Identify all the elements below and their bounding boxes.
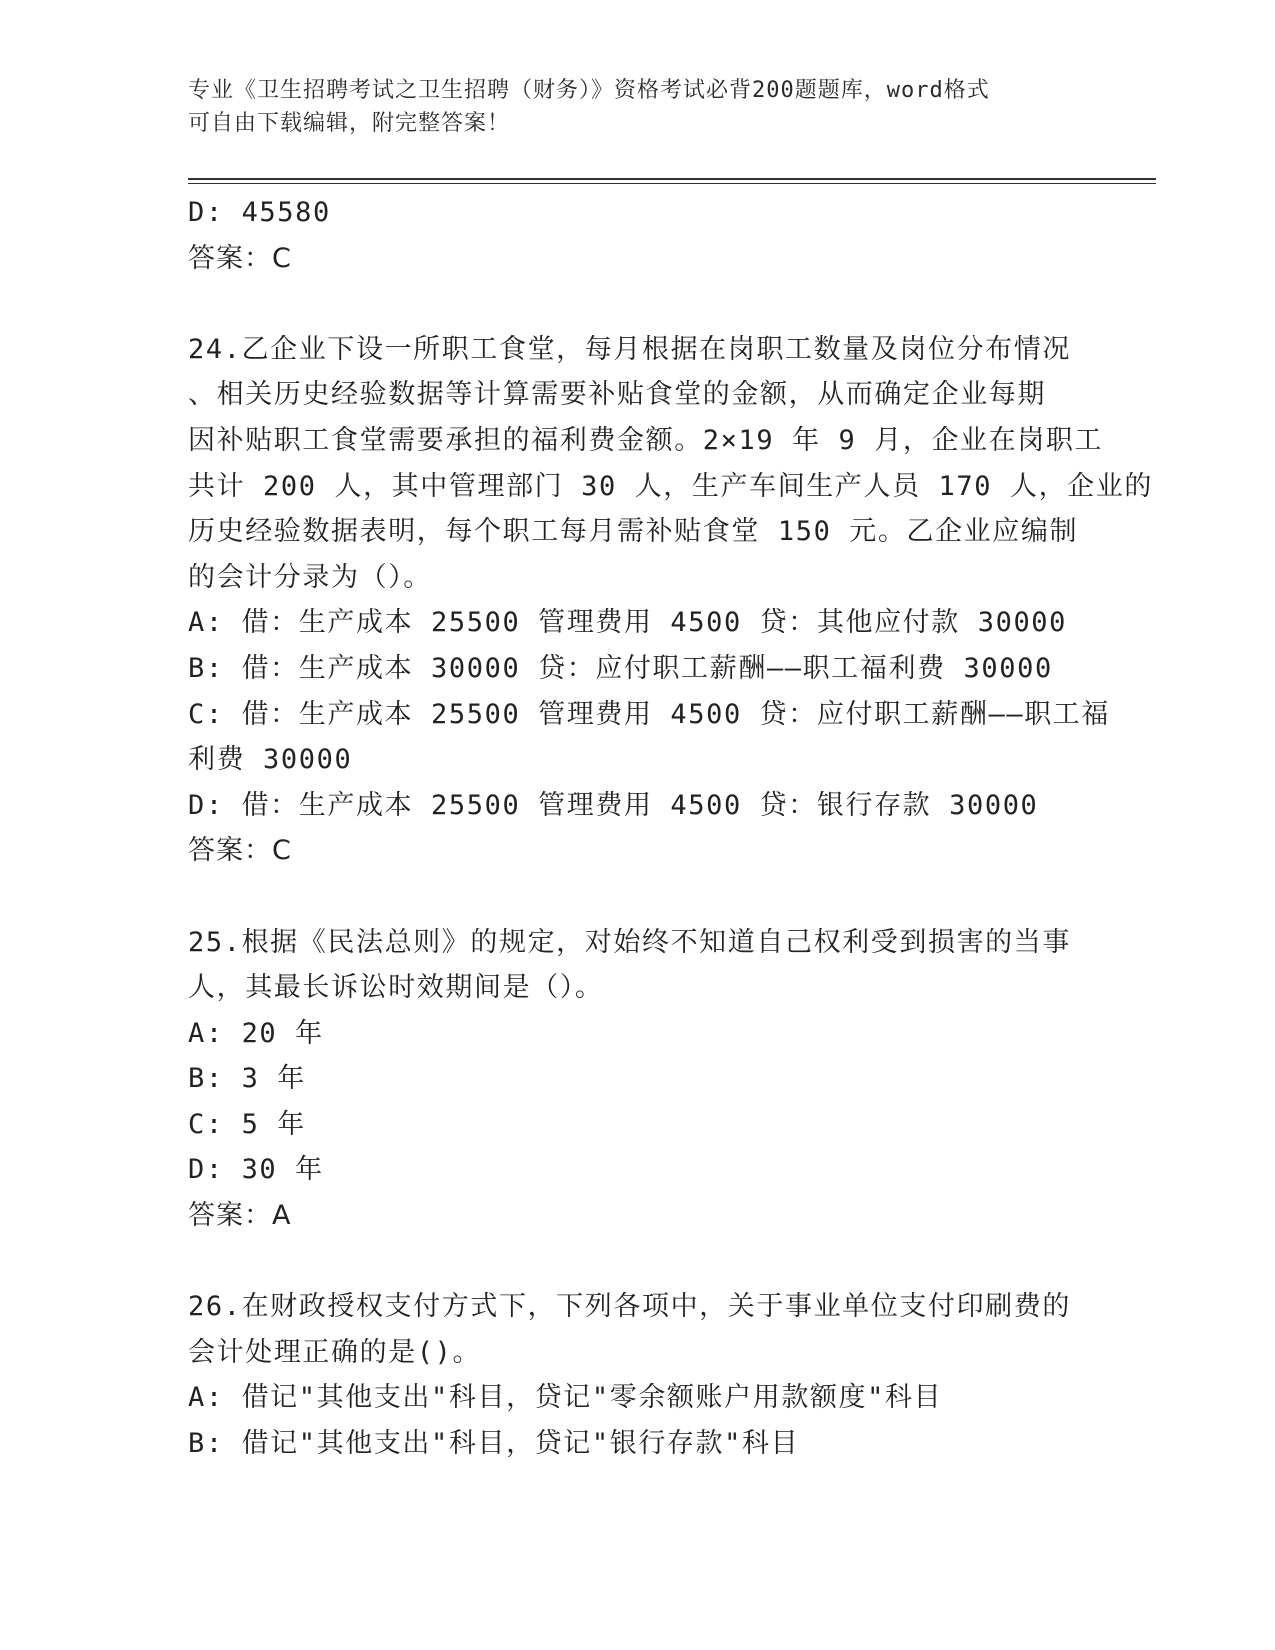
document-header xyxy=(188,74,1088,140)
question-text-line: 会计处理正确的是()。 xyxy=(188,1336,482,1368)
spacer xyxy=(188,281,1088,327)
header-title-line-1: 专业《卫生招聘考试之卫生招聘（财务）》资格考试必背200题题库，word格式 xyxy=(188,78,990,103)
option-a: A: 借：生产成本 25500 管理费用 4500 贷：其他应付款 30000 xyxy=(188,607,1068,639)
spacer xyxy=(188,1239,1088,1285)
option-c-continued: 利费 30000 xyxy=(188,744,353,776)
option-c: C: 5 年 xyxy=(188,1108,306,1140)
answer: 答案：C xyxy=(188,835,292,867)
question-text-line: 、相关历史经验数据等计算需要补贴食堂的金额，从而确定企业每期 xyxy=(188,379,1046,411)
question-text-line: 共计 200 人，其中管理部门 30 人，生产车间生产人员 170 人，企业的 xyxy=(188,470,1153,502)
option-b: B: 借记"其他支出"科目，贷记"银行存款"科目 xyxy=(188,1428,800,1460)
question-26 xyxy=(188,1284,1088,1466)
question-text-line: 人，其最长诉讼时效期间是（）。 xyxy=(188,972,604,1004)
option-c: C: 借：生产成本 25500 管理费用 4500 贷：应付职工薪酬——职工福 xyxy=(188,698,1110,730)
header-divider-thick xyxy=(188,178,1156,180)
question-25 xyxy=(188,920,1088,1239)
header-divider-thin xyxy=(188,183,1156,184)
question-text-line: 的会计分录为（）。 xyxy=(188,561,432,593)
answer: 答案：A xyxy=(188,1200,292,1232)
document-body xyxy=(188,190,1153,1467)
option-d: D: 30 年 xyxy=(188,1154,324,1186)
option-b: B: 借：生产成本 30000 贷：应付职工薪酬——职工福利费 30000 xyxy=(188,652,1053,684)
previous-question-tail xyxy=(188,190,1088,281)
option-d: D: 借：生产成本 25500 管理费用 4500 贷：银行存款 30000 xyxy=(188,789,1039,821)
spacer xyxy=(188,874,1088,920)
question-24 xyxy=(188,327,1153,874)
answer: 答案：C xyxy=(188,242,292,274)
option-a: A: 20 年 xyxy=(188,1017,324,1049)
question-text-line: 24.乙企业下设一所职工食堂，每月根据在岗职工数量及岗位分布情况 xyxy=(188,333,1071,365)
question-text-line: 历史经验数据表明，每个职工每月需补贴食堂 150 元。乙企业应编制 xyxy=(188,516,1079,548)
question-text-line: 25.根据《民法总则》的规定，对始终不知道自己权利受到损害的当事 xyxy=(188,926,1071,958)
option-a: A: 借记"其他支出"科目，贷记"零余额账户用款额度"科目 xyxy=(188,1382,943,1414)
option-d: D: 45580 xyxy=(188,197,331,228)
option-b: B: 3 年 xyxy=(188,1063,306,1095)
question-text-line: 因补贴职工食堂需要承担的福利费金额。2×19 年 9 月，企业在岗职工 xyxy=(188,424,1104,456)
header-title-line-2: 可自由下载编辑，附完整答案！ xyxy=(188,111,511,136)
question-text-line: 26.在财政授权支付方式下，下列各项中，关于事业单位支付印刷费的 xyxy=(188,1291,1071,1323)
